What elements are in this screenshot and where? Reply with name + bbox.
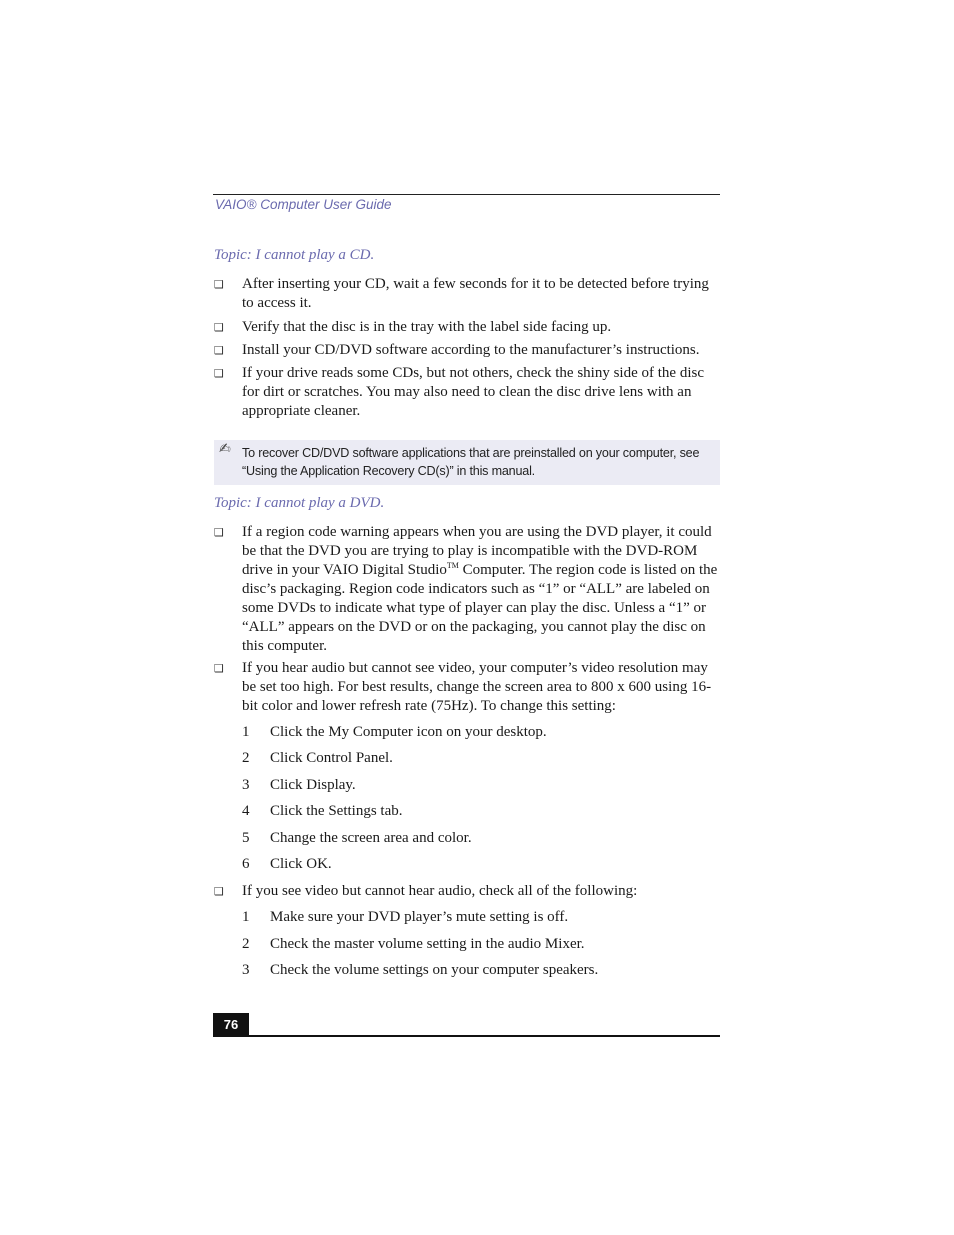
checkbox-bullet-icon: ❑ xyxy=(214,885,224,898)
footer-rule xyxy=(213,1035,720,1037)
list-item-text: After inserting your CD, wait a few seconds for it to be detected before trying to access it. xyxy=(242,276,709,311)
topic-heading-dvd: Topic: I cannot play a DVD. xyxy=(214,495,385,511)
step-number: 2 xyxy=(242,936,250,952)
list-item-text: Verify that the disc is in the tray with the label side facing up. xyxy=(242,319,612,335)
step-number: 3 xyxy=(242,777,250,793)
step-text: Change the screen area and color. xyxy=(270,830,472,846)
checkbox-bullet-icon: ❑ xyxy=(214,367,224,380)
step-number: 6 xyxy=(242,856,250,872)
note-box xyxy=(214,440,720,485)
step-text: Click OK. xyxy=(270,856,332,872)
list-item-text: Install your CD/DVD software according to the manufacturer’s instructions. xyxy=(242,342,700,358)
list-item-text: If you hear audio but cannot see video, your computer’s video resolution may be set too high. For best results, change the screen area to 800 x 600 using 16-bit color and lower refresh rate (75Hz). To change this setting: xyxy=(242,660,712,714)
step-number: 4 xyxy=(242,803,250,819)
step-text: Check the volume settings on your computer speakers. xyxy=(270,962,599,978)
step-text: Make sure your DVD player’s mute setting is off. xyxy=(270,909,569,925)
header-rule xyxy=(213,194,720,195)
checkbox-bullet-icon: ❑ xyxy=(214,321,224,334)
list-item-text: If your drive reads some CDs, but not others, check the shiny side of the disc for dirt or scratches. You may also need to clean the disc drive lens with an appropriate cleaner. xyxy=(242,365,704,419)
step-text: Click the Settings tab. xyxy=(270,803,403,819)
step-text: Check the master volume setting in the audio Mixer. xyxy=(270,936,585,952)
checkbox-bullet-icon: ❑ xyxy=(214,344,224,357)
region-text-part2: Computer. The region code is listed on the disc’s packaging. Region code indicators such as “1” or “ALL” are labeled on some DVDs to indicate what type of player can play the disc. Unless a “1” or “ALL” appears on the DVD or on the packaging, you cannot play the disc on this computer. xyxy=(242,562,718,654)
step-text: Click the My Computer icon on your desktop. xyxy=(270,724,547,740)
step-number: 2 xyxy=(242,750,250,766)
step-number: 3 xyxy=(242,962,250,978)
region-text-part1: If a region code warning appears when you are using the DVD player, it could be that the DVD you are trying to play is incompatible with the DVD-ROM drive in your VAIO Digital Studio xyxy=(242,524,712,578)
checkbox-bullet-icon: ❑ xyxy=(214,662,224,675)
step-number: 1 xyxy=(242,724,250,740)
step-number: 1 xyxy=(242,909,250,925)
list-item-text xyxy=(242,523,720,656)
running-header: VAIO® Computer User Guide xyxy=(215,197,392,212)
note-text: To recover CD/DVD software applications that are preinstalled on your computer, see “Using the Application Recovery CD(s)” in this manual. xyxy=(242,446,700,478)
pencil-note-icon: ✍ xyxy=(219,441,231,457)
checkbox-bullet-icon: ❑ xyxy=(214,278,224,291)
topic-heading-cd: Topic: I cannot play a CD. xyxy=(214,247,375,263)
step-text: Click Display. xyxy=(270,777,356,793)
list-item-text: If you see video but cannot hear audio, check all of the following: xyxy=(242,883,638,899)
trademark-mark: TM xyxy=(446,561,459,570)
step-number: 5 xyxy=(242,830,250,846)
step-text: Click Control Panel. xyxy=(270,750,393,766)
page-number: 76 xyxy=(213,1013,249,1036)
checkbox-bullet-icon: ❑ xyxy=(214,526,224,539)
